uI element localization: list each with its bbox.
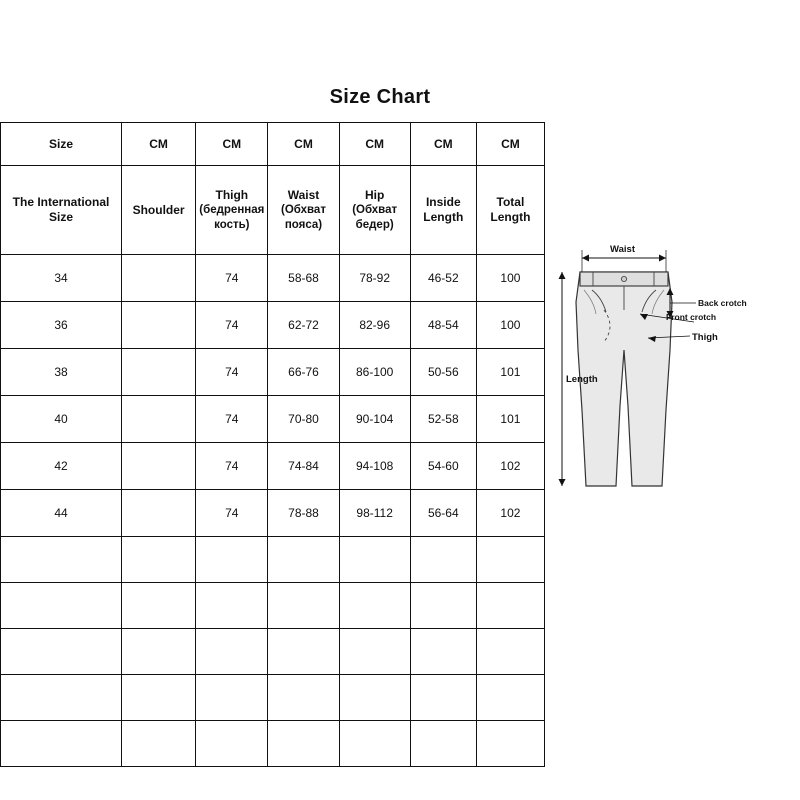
table-cell-empty [268, 721, 339, 767]
table-cell [122, 302, 196, 349]
table-cell: 94-108 [339, 443, 410, 490]
table-cell-empty [122, 721, 196, 767]
table-cell-empty [339, 721, 410, 767]
table-cell [122, 255, 196, 302]
table-cell-empty [196, 721, 268, 767]
table-cell-empty [476, 721, 544, 767]
table-cell [122, 443, 196, 490]
table-cell [122, 396, 196, 443]
table-unit-row [1, 123, 545, 166]
table-cell-empty [268, 537, 339, 583]
table-cell: 52-58 [410, 396, 476, 443]
diagram-label-waist: Waist [610, 244, 635, 255]
table-cell-empty [476, 583, 544, 629]
table-cell: 46-52 [410, 255, 476, 302]
header-main: Inside Length [423, 195, 464, 224]
table-cell: 74 [196, 443, 268, 490]
table-cell: 74-84 [268, 443, 339, 490]
table-row-empty [1, 721, 545, 767]
table-cell-empty [268, 629, 339, 675]
table-cell: 50-56 [410, 349, 476, 396]
table-cell: 90-104 [339, 396, 410, 443]
table-cell: 100 [476, 302, 544, 349]
table-cell: 78-88 [268, 490, 339, 537]
table-cell-empty [1, 537, 122, 583]
table-cell: 101 [476, 396, 544, 443]
table-cell: 74 [196, 396, 268, 443]
diagram-label-back-crotch: Back crotch [698, 298, 747, 308]
table-cell: 56-64 [410, 490, 476, 537]
table-cell-empty [1, 583, 122, 629]
table-row-empty [1, 675, 545, 721]
table-row [1, 255, 545, 302]
table-row [1, 302, 545, 349]
table-cell-empty [268, 583, 339, 629]
table-cell-empty [339, 675, 410, 721]
table-cell: 82-96 [339, 302, 410, 349]
table-cell [122, 490, 196, 537]
unit-cell: Size [1, 123, 122, 166]
header-cell-shoulder [122, 166, 196, 255]
unit-cell: CM [476, 123, 544, 166]
table-cell: 74 [196, 255, 268, 302]
table-row [1, 396, 545, 443]
header-main: Hip [364, 188, 385, 203]
header-cell-total-length [476, 166, 544, 255]
table-cell [122, 349, 196, 396]
table-cell: 40 [1, 396, 122, 443]
header-cell-hip [339, 166, 410, 255]
table-cell: 42 [1, 443, 122, 490]
header-main: Thigh [215, 188, 249, 203]
table-row [1, 349, 545, 396]
table-cell-empty [268, 675, 339, 721]
table-cell: 48-54 [410, 302, 476, 349]
unit-cell: CM [339, 123, 410, 166]
table-cell: 74 [196, 349, 268, 396]
diagram-label-length: Length [566, 374, 598, 385]
unit-cell: CM [196, 123, 268, 166]
table-cell: 74 [196, 302, 268, 349]
diagram-label-thigh: Thigh [692, 332, 718, 343]
header-cell-thigh [196, 166, 268, 255]
table-cell-empty [196, 629, 268, 675]
table-cell: 66-76 [268, 349, 339, 396]
table-cell-empty [339, 629, 410, 675]
table-cell-empty [410, 537, 476, 583]
table-cell-empty [196, 675, 268, 721]
table-cell: 54-60 [410, 443, 476, 490]
pants-measurement-diagram [548, 210, 788, 520]
page-title-text: Size Chart [329, 85, 431, 108]
table-cell: 36 [1, 302, 122, 349]
table-cell-empty [410, 675, 476, 721]
header-sub: (бедренная кость) [199, 204, 265, 231]
header-main: Waist [287, 188, 320, 203]
header-main: The International Size [12, 195, 110, 224]
table-row-empty [1, 629, 545, 675]
table-row-empty [1, 583, 545, 629]
unit-cell: CM [268, 123, 339, 166]
table-cell: 70-80 [268, 396, 339, 443]
table-cell: 58-68 [268, 255, 339, 302]
table-cell-empty [410, 721, 476, 767]
table-cell-empty [196, 537, 268, 583]
table-row [1, 443, 545, 490]
unit-cell: CM [122, 123, 196, 166]
table-cell: 101 [476, 349, 544, 396]
table-header-row [1, 166, 545, 255]
table-cell-empty [410, 629, 476, 675]
table-cell-empty [476, 629, 544, 675]
table-cell-empty [196, 583, 268, 629]
table-cell-empty [1, 675, 122, 721]
table-cell: 34 [1, 255, 122, 302]
diagram-label-front-crotch: Front crotch [666, 312, 717, 322]
table-cell-empty [122, 629, 196, 675]
table-cell-empty [1, 721, 122, 767]
table-cell: 38 [1, 349, 122, 396]
table-cell-empty [339, 583, 410, 629]
header-main: Shoulder [132, 202, 185, 217]
table-cell: 102 [476, 490, 544, 537]
table-row-empty [1, 537, 545, 583]
size-table [0, 122, 545, 767]
header-main: Total Length [490, 195, 531, 224]
table-cell-empty [122, 537, 196, 583]
header-cell-waist [268, 166, 339, 255]
table-cell: 62-72 [268, 302, 339, 349]
table-row [1, 490, 545, 537]
table-cell-empty [122, 583, 196, 629]
table-cell: 100 [476, 255, 544, 302]
table-cell-empty [410, 583, 476, 629]
table-cell: 102 [476, 443, 544, 490]
table-cell-empty [1, 629, 122, 675]
table-cell: 86-100 [339, 349, 410, 396]
table-cell: 44 [1, 490, 122, 537]
page-title [0, 72, 760, 122]
table-cell-empty [476, 675, 544, 721]
table-cell: 78-92 [339, 255, 410, 302]
table-cell-empty [339, 537, 410, 583]
header-sub: (Обхват пояса) [281, 204, 326, 231]
table-cell-empty [476, 537, 544, 583]
header-cell-inside-length [410, 166, 476, 255]
table-cell: 98-112 [339, 490, 410, 537]
table-cell: 74 [196, 490, 268, 537]
header-cell-size [1, 166, 122, 255]
header-sub: (Обхват бедер) [352, 204, 398, 231]
table-cell-empty [122, 675, 196, 721]
unit-cell: CM [410, 123, 476, 166]
